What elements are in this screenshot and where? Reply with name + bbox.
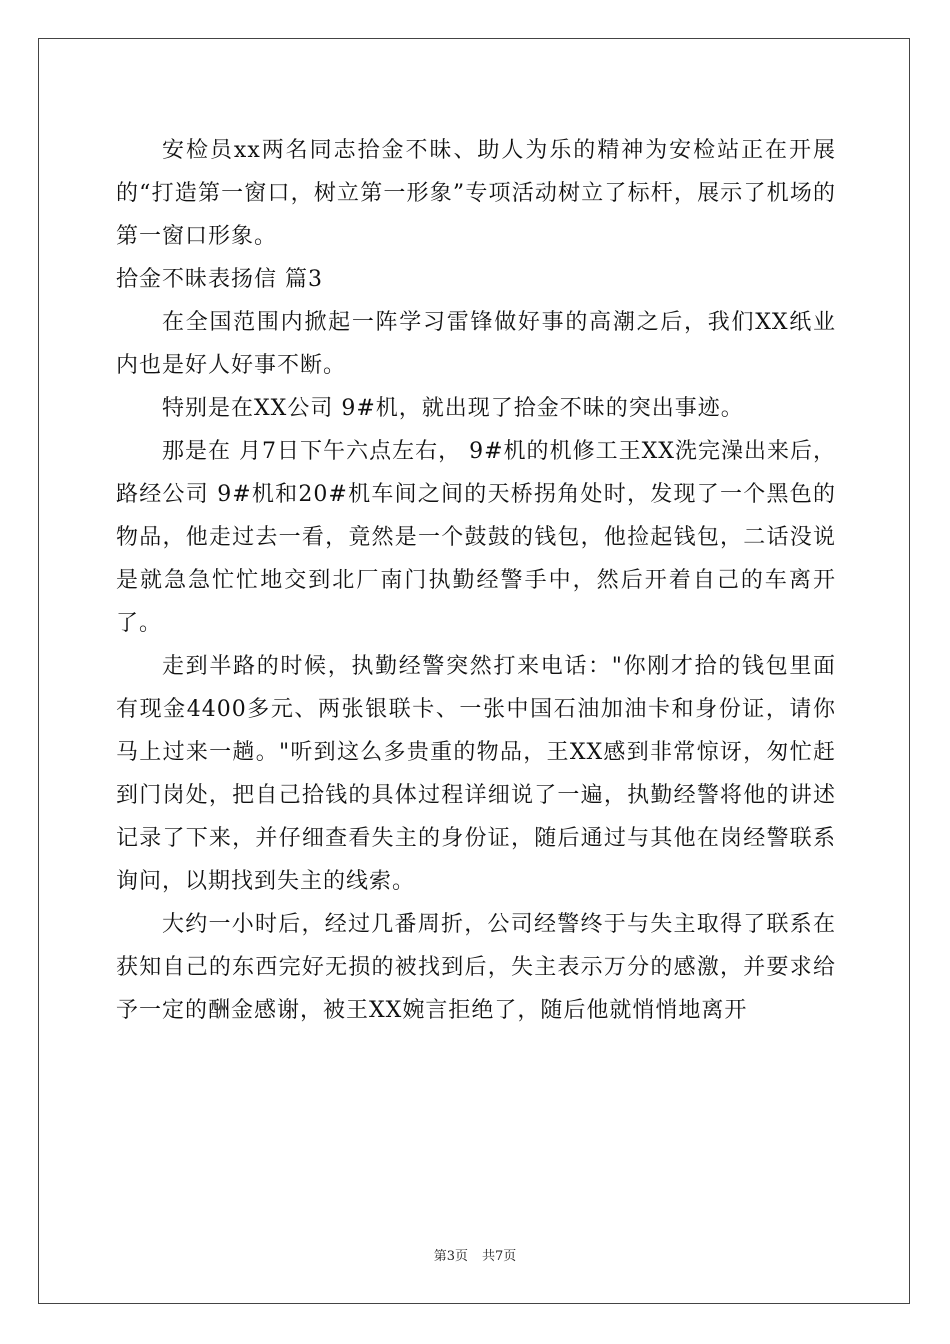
paragraph: 安检员xx两名同志拾金不昧、助人为乐的精神为安检站正在开展的“打造第一窗口，树立第一形象”专项活动树立了标杆，展示了机场的第一窗口形象。 xyxy=(116,138,836,249)
page-footer xyxy=(0,1245,950,1264)
page-total: 共7页 xyxy=(482,1249,517,1264)
document-body xyxy=(116,129,836,1032)
paragraph: 特别是在XX公司 9#机，就出现了拾金不昧的突出事迹。 xyxy=(162,396,744,421)
paragraph: 走到半路的时候，执勤经警突然打来电话："你刚才拾的钱包里面有现金4400多元、两张银联卡、一张中国石油加油卡和身份证，请你马上过来一趟。"听到这么多贵重的物品，王XX感到非常惊讶，匆忙赶到门岗处，把自己拾钱的具体过程详细说了一遍，执勤经警将他的讲述记录了下来，并仔细查看失主的身份证，随后通过与其他在岗经警联系询问，以期找到失主的线索。 xyxy=(116,654,836,894)
section-heading: 拾金不昧表扬信 篇3 xyxy=(116,267,323,292)
paragraph: 那是在 月7日下午六点左右， 9#机的机修工王XX洗完澡出来后，路经公司 9#机和20#机车间之间的天桥拐角处时，发现了一个黑色的物品，他走过去一看，竟然是一个鼓鼓的钱包，他捡起钱包，二话没说是就急急忙忙地交到北厂南门执勤经警手中，然后开着自己的车离开了。 xyxy=(116,439,836,636)
paragraph: 大约一小时后，经过几番周折，公司经警终于与失主取得了联系在获知自己的东西完好无损的被找到后，失主表示万分的感激，并要求给予一定的酬金感谢，被王XX婉言拒绝了，随后他就悄悄地离开 xyxy=(116,912,836,1023)
paragraph: 在全国范围内掀起一阵学习雷锋做好事的高潮之后，我们XX纸业内也是好人好事不断。 xyxy=(116,310,836,378)
page-number: 第3页 xyxy=(433,1249,468,1264)
